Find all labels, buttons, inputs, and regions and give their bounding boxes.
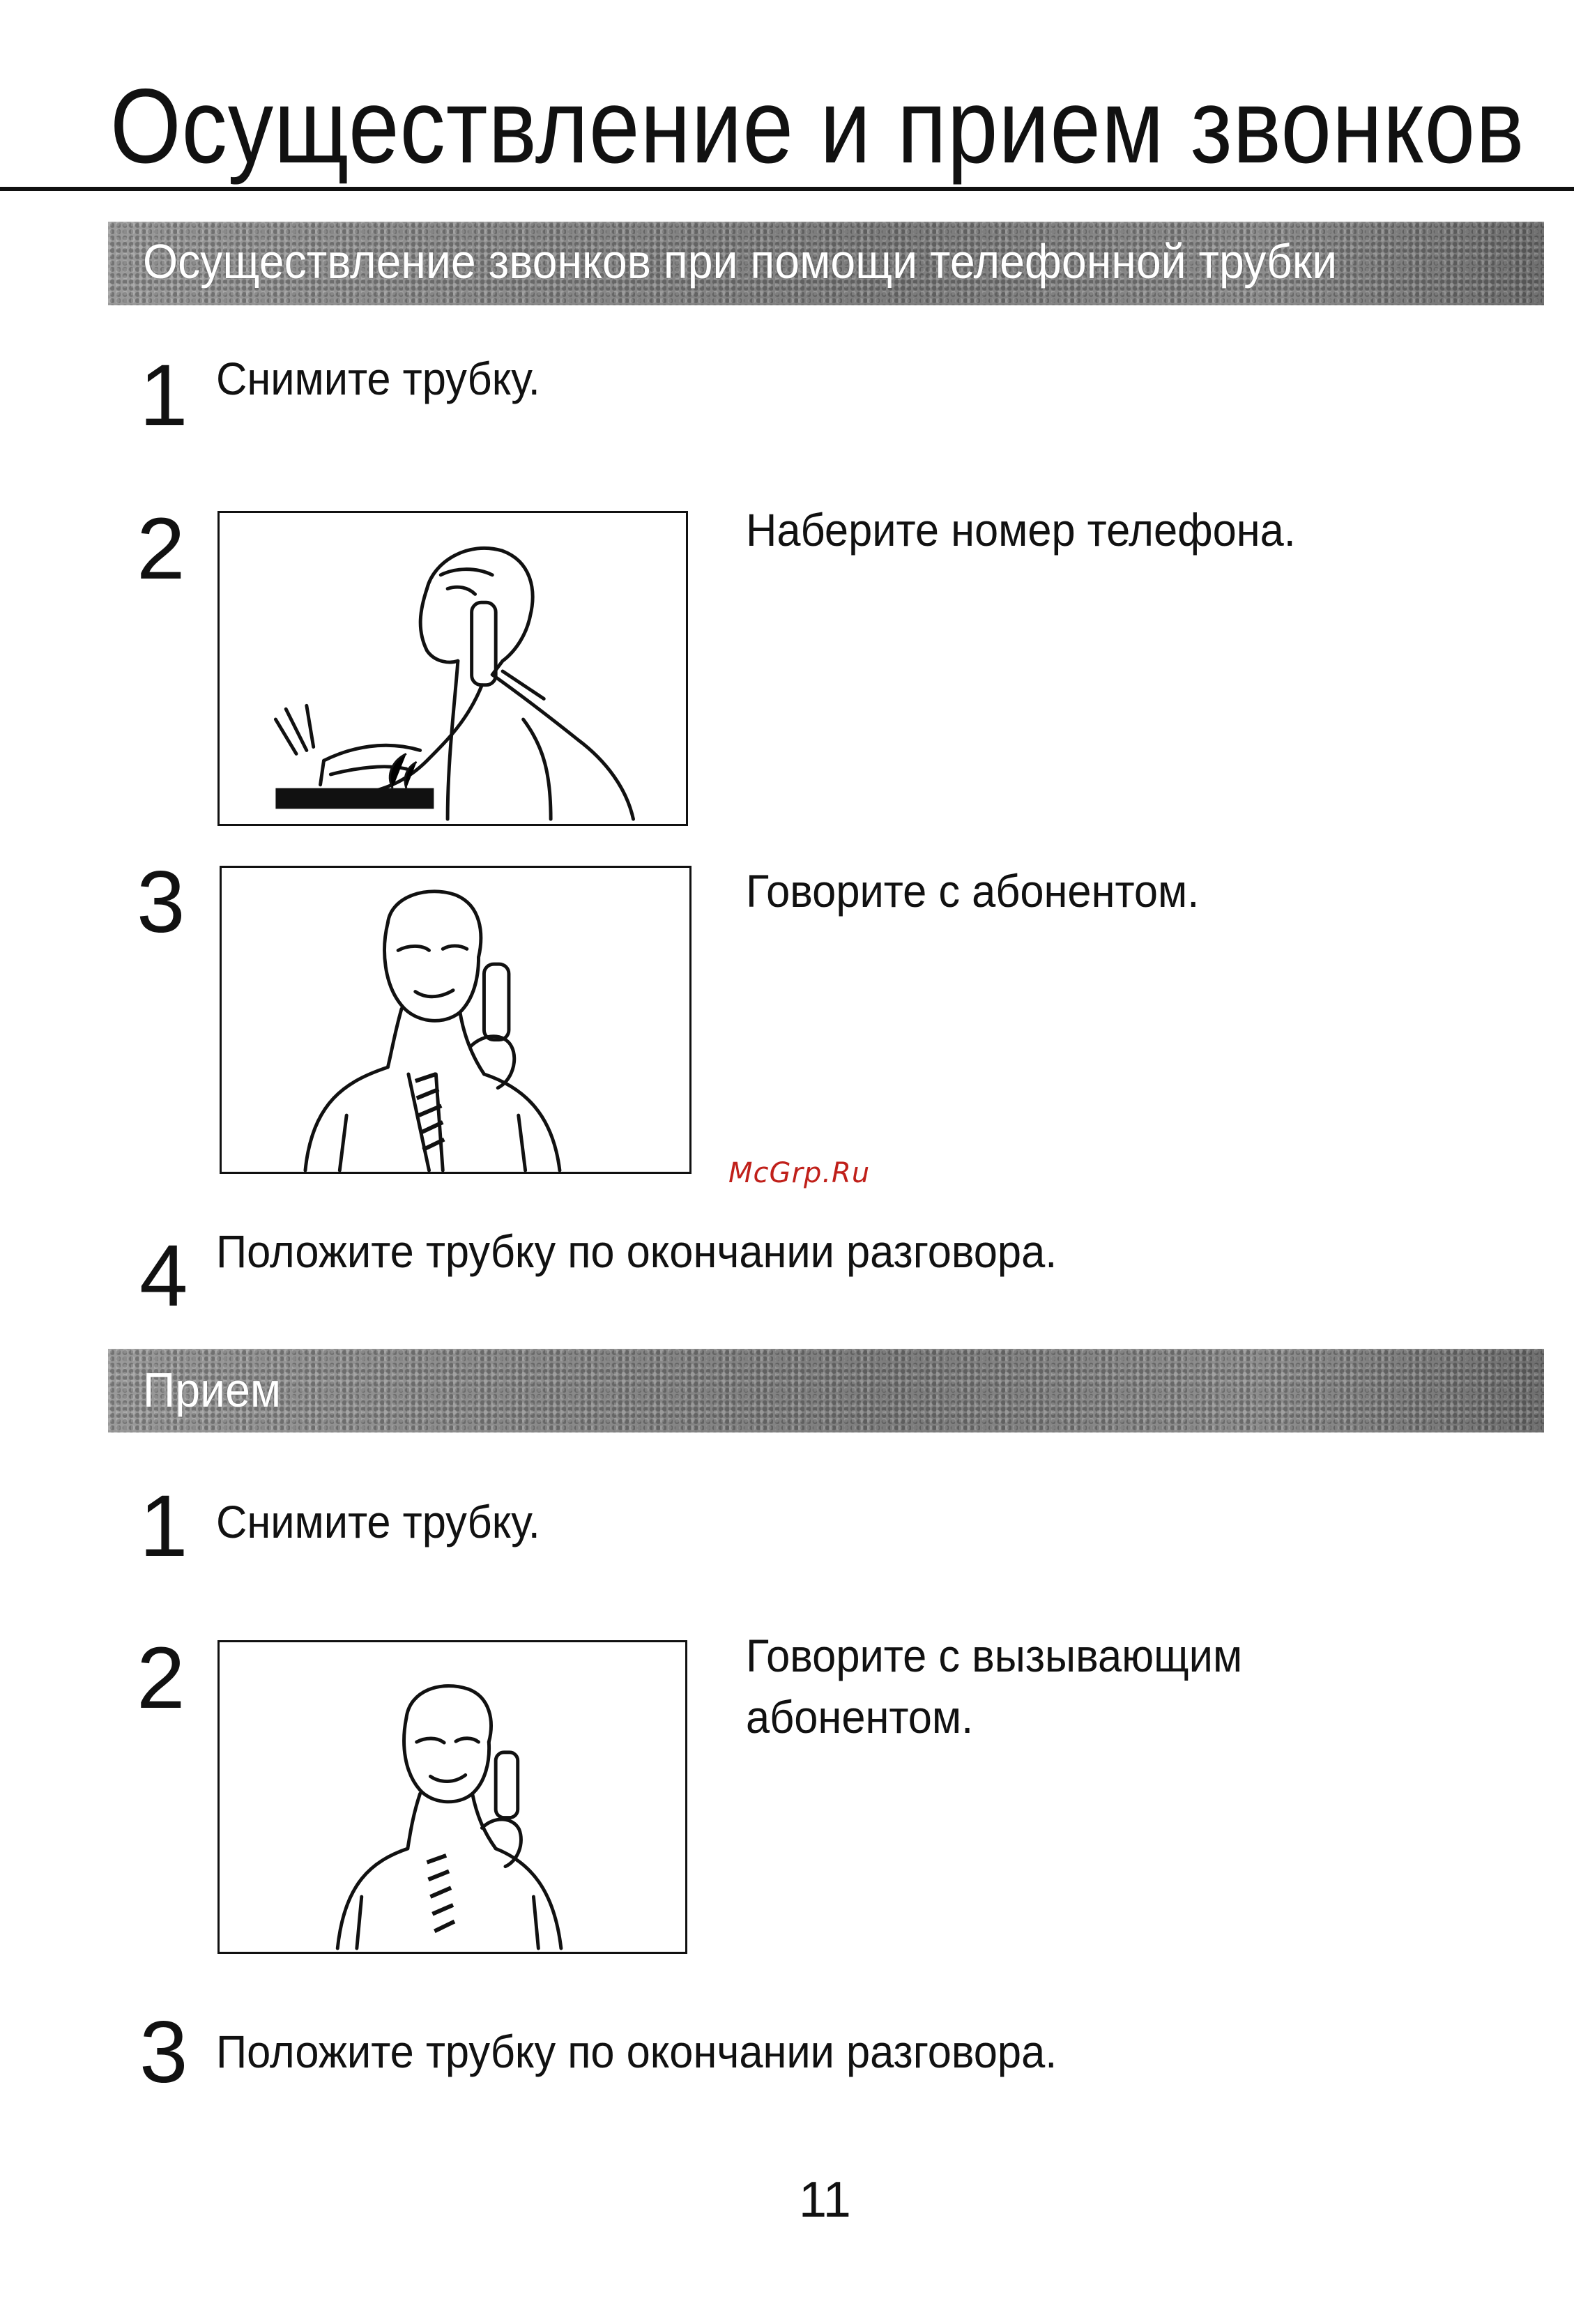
step-text: Наберите номер телефона.	[746, 504, 1296, 556]
step-number: 3	[137, 854, 185, 951]
step-text: Положите трубку по окончании разговора.	[216, 1225, 1057, 1277]
step-number: 2	[137, 500, 185, 597]
title-rule	[0, 187, 1574, 191]
page-title: Осуществление и прием звонков	[110, 67, 1525, 185]
section-header-making-calls	[108, 222, 1544, 305]
section-header-receiving-calls	[108, 1349, 1544, 1432]
section-title: Осуществление звонков при помощи телефонной трубки	[143, 234, 1338, 289]
phone-call-icon	[222, 868, 689, 1172]
phone-call-icon	[220, 1642, 685, 1952]
step-number: 1	[139, 1478, 188, 1575]
step-text-line-2: абонентом.	[746, 1691, 974, 1743]
illustration-man-dialing-phone	[217, 511, 688, 826]
step-number: 3	[139, 2004, 188, 2101]
step-text: Говорите с абонентом.	[746, 865, 1200, 917]
dialing-phone-icon	[220, 513, 686, 824]
section-title: Прием	[143, 1363, 282, 1417]
step-text: Снимите трубку.	[216, 1496, 540, 1547]
step-number: 1	[139, 347, 188, 444]
step-number: 4	[139, 1228, 188, 1324]
step-text: Снимите трубку.	[216, 353, 540, 404]
step-text: Положите трубку по окончании разговора.	[216, 2026, 1057, 2077]
watermark: McGrp.Ru	[728, 1157, 871, 1189]
page-number: 11	[799, 2172, 851, 2228]
illustration-man-talking-on-phone	[220, 866, 692, 1174]
illustration-man-talking-on-phone	[217, 1640, 687, 1954]
step-number: 2	[137, 1630, 185, 1727]
step-text-line-1: Говорите с вызывающим	[746, 1630, 1243, 1681]
